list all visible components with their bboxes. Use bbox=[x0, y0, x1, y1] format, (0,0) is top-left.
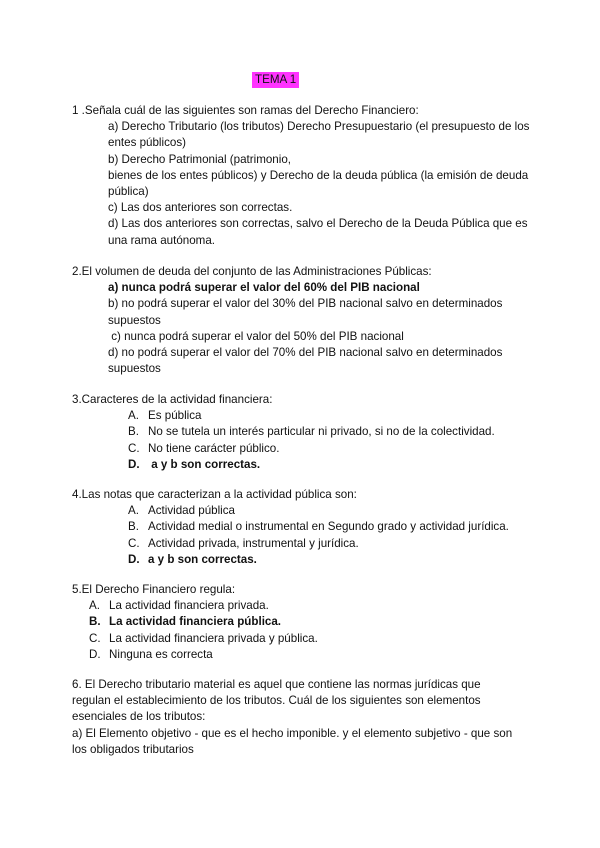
question-4-stem: 4.Las notas que caracterizan a la actividad pública son: bbox=[72, 488, 357, 501]
option-text: Actividad pública bbox=[148, 504, 236, 518]
question-2-option-d: d) no podrá superar el valor del 70% del PIB nacional salvo en determinados supuestos bbox=[108, 346, 503, 376]
question-6 bbox=[72, 677, 522, 758]
option-text: La actividad financiera pública. bbox=[109, 615, 282, 629]
question-2-option-c: c) nunca podrá superar el valor del 50% del PIB nacional bbox=[108, 329, 404, 343]
page-title: TEMA 1 bbox=[252, 72, 299, 88]
option-text: La actividad financiera privada. bbox=[109, 599, 269, 613]
question-1-option-b-line2: bienes de los entes públicos) y Derecho de la deuda pública (la emisión de deuda pública) bbox=[108, 168, 529, 199]
option-letter: C. bbox=[89, 631, 101, 645]
question-1-option-b-line1: b) Derecho Patrimonial (patrimonio, bbox=[108, 152, 291, 166]
question-4 bbox=[72, 487, 542, 568]
option-letter: B. bbox=[128, 520, 139, 534]
option-text: Actividad privada, instrumental y jurídica. bbox=[148, 536, 359, 550]
question-3-stem: 3.Caracteres de la actividad financiera: bbox=[72, 393, 273, 406]
option-letter: D. bbox=[128, 457, 140, 471]
option-letter: B. bbox=[89, 615, 101, 629]
question-4-option-b bbox=[72, 519, 542, 535]
question-3-option-a bbox=[72, 408, 542, 424]
question-4-option-d bbox=[72, 552, 542, 568]
question-3-option-b bbox=[72, 424, 542, 440]
option-letter: D. bbox=[89, 647, 101, 661]
question-2-option-a: a) nunca podrá superar el valor del 60% del PIB nacional bbox=[108, 281, 420, 295]
question-2 bbox=[72, 264, 542, 377]
question-4-option-c bbox=[72, 536, 542, 552]
option-letter: D. bbox=[128, 552, 140, 566]
option-text: No se tutela un interés particular ni privado, si no de la colectividad. bbox=[148, 425, 495, 439]
question-1 bbox=[72, 103, 542, 249]
question-3-option-d bbox=[72, 457, 542, 473]
option-letter: C. bbox=[128, 441, 140, 455]
option-letter: B. bbox=[128, 425, 139, 439]
question-5-option-c bbox=[72, 631, 542, 647]
question-1-stem: 1 .Señala cuál de las siguientes son ramas del Derecho Financiero: bbox=[72, 104, 419, 117]
question-3 bbox=[72, 392, 542, 473]
option-text: Es pública bbox=[148, 409, 202, 423]
question-6-stem: 6. El Derecho tributario material es aquel que contiene las normas jurídicas que regulan el establecimiento de los tributos. Cuál de los siguientes son elementos esenciales de los tributos: bbox=[72, 678, 481, 724]
question-4-option-a bbox=[72, 503, 542, 519]
question-6-option-a: a) El Elemento objetivo - que es el hecho imponible. y el elemento subjetivo - que son los obligados tributarios bbox=[72, 726, 513, 756]
question-1-option-a: a) Derecho Tributario (los tributos) Derecho Presupuestario (el presupuesto de los entes públicos) bbox=[108, 120, 530, 150]
question-2-option-b: b) no podrá superar el valor del 30% del PIB nacional salvo en determinados supuestos bbox=[108, 297, 503, 327]
question-1-option-d: d) Las dos anteriores son correctas, salvo el Derecho de la Deuda Pública que es una rama autónoma. bbox=[108, 217, 528, 247]
option-text: a y b son correctas. bbox=[148, 552, 257, 566]
question-5-option-b bbox=[72, 614, 542, 630]
option-text: No tiene carácter público. bbox=[148, 441, 280, 455]
question-2-stem: 2.El volumen de deuda del conjunto de las Administraciones Públicas: bbox=[72, 265, 432, 278]
question-3-option-c bbox=[72, 441, 542, 457]
question-5-option-a bbox=[72, 598, 542, 614]
option-text: La actividad financiera privada y pública. bbox=[109, 631, 318, 645]
option-text: Ninguna es correcta bbox=[109, 647, 213, 661]
option-letter: A. bbox=[128, 504, 139, 518]
option-text: Actividad medial o instrumental en Segundo grado y actividad jurídica. bbox=[148, 520, 509, 534]
option-letter: A. bbox=[89, 599, 100, 613]
question-5-stem: 5.El Derecho Financiero regula: bbox=[72, 583, 236, 596]
option-text: a y b son correctas. bbox=[148, 457, 261, 471]
question-1-option-c: c) Las dos anteriores son correctas. bbox=[108, 201, 293, 215]
question-5-option-d bbox=[72, 647, 542, 663]
question-5 bbox=[72, 582, 542, 663]
option-letter: C. bbox=[128, 536, 140, 550]
option-letter: A. bbox=[128, 409, 139, 423]
